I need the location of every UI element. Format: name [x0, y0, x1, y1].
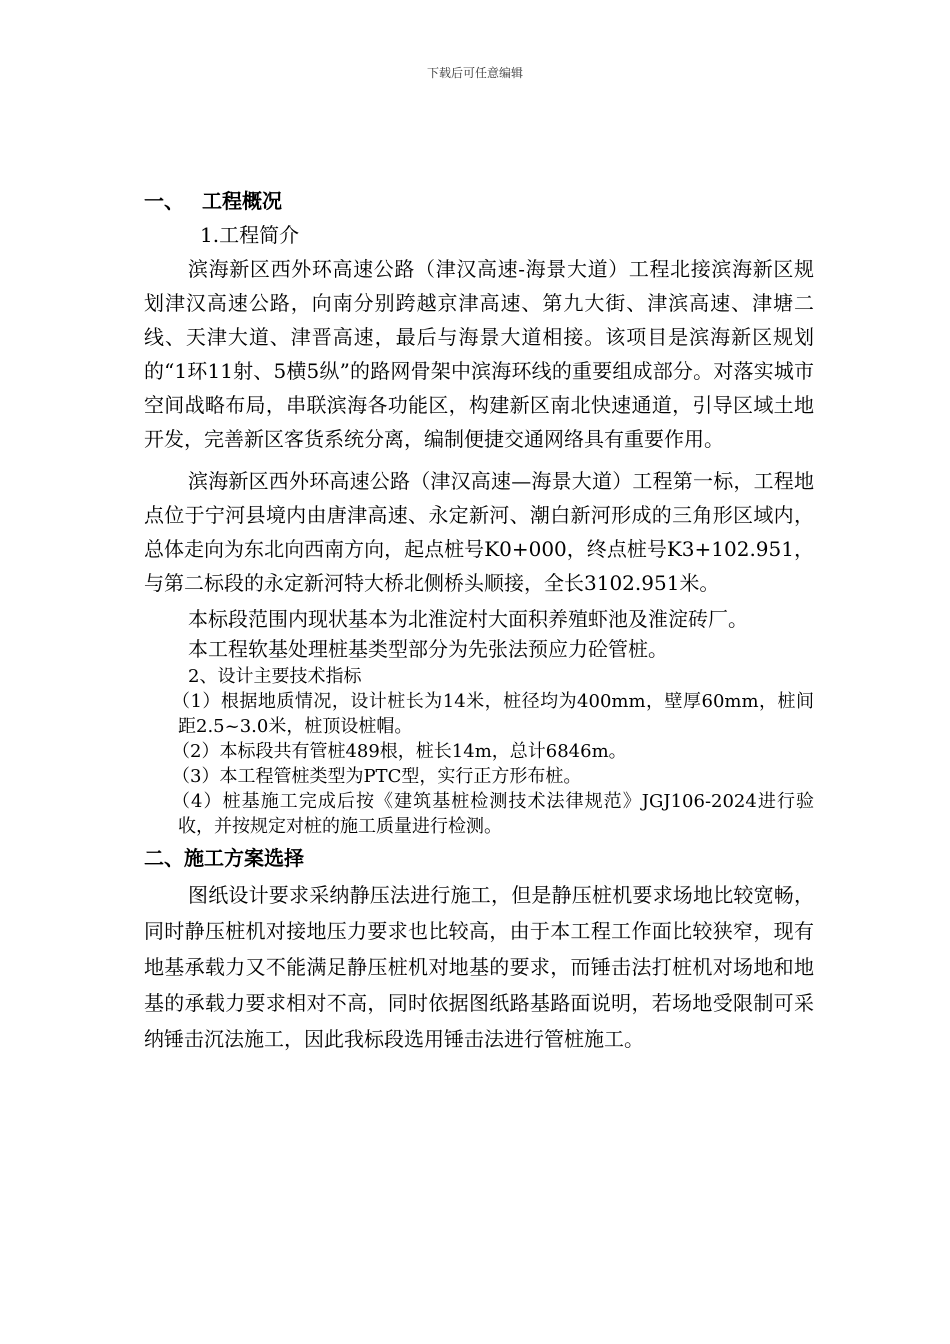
section-1-heading — [144, 184, 814, 218]
spec-item-1: （1）根据地质情况，设计桩长为14米，桩径均为400mm，壁厚60mm，桩间距2.5~3.0米，桩顶设桩帽。 — [172, 691, 814, 737]
section-1-title: 工程概况 — [202, 189, 282, 213]
paragraph-project-intro: 滨海新区西外环高速公路（津汉高速-海景大道）工程北接滨海新区规划津汉高速公路，向南分别跨越京津高速、第九大街、津滨高速、津塘二线、天津大道、津晋高速，最后与海景大道相接。该项目是滨海新区规划的“1环11射、5横5纵”的路网骨架中滨海环线的重要组成部分。对落实城市空间战略布局，串联滨海各功能区，构建新区南北快速通道，引导区域土地开发，完善新区客货系统分离，编制便捷交通网络具有重要作用。 — [144, 257, 814, 451]
paragraph-pile-type: 本工程软基处理桩基类型部分为先张法预应力砼管桩。 — [188, 637, 668, 661]
spec-item-2: （2）本标段共有管桩489根，桩长14m，总计6846m。 — [172, 741, 627, 762]
paragraph-site-status: 本标段范围内现状基本为北淮淀村大面积养殖虾池及淮淀砖厂。 — [188, 607, 748, 631]
page-header-note: 下载后可任意编辑 — [426, 66, 523, 80]
section-1-number: 一、 — [144, 189, 184, 213]
document-body — [144, 184, 814, 1057]
paragraph-construction-method: 图纸设计要求采纳静压法进行施工，但是静压桩机要求场地比较宽畅，同时静压桩机对接地压力要求也比较高，由于本工程工作面比较狭窄，现有地基承载力又不能满足静压桩机对地基的要求，而锤击法打桩机对场地和地基的承载力要求相对不高，同时依据图纸路基路面说明，若场地受限制可采纳锤击沉法施工，因此我标段选用锤击法进行管桩施工。 — [144, 883, 814, 1051]
section-2-heading: 二、施工方案选择 — [144, 846, 304, 870]
spec-item-4: （4）桩基施工完成后按《建筑基桩检测技术法律规范》JGJ106-2024进行验收，并按规定对桩的施工质量进行检测。 — [172, 791, 814, 837]
subsection-1-title: 1.工程简介 — [200, 223, 300, 247]
paragraph-section-one-scope: 滨海新区西外环高速公路（津汉高速—海景大道）工程第一标，工程地点位于宁河县境内由唐津高速、永定新河、潮白新河形成的三角形区域内，总体走向为东北向西南方向，起点桩号K0+000，终点桩号K3+102.951，与第二标段的永定新河特大桥北侧桥头顺接，全长3102.951米。 — [144, 469, 814, 595]
subsection-2-title: 2、设计主要技术指标 — [188, 666, 362, 687]
spec-item-3: （3）本工程管桩类型为PTC型，实行正方形布桩。 — [172, 766, 582, 787]
